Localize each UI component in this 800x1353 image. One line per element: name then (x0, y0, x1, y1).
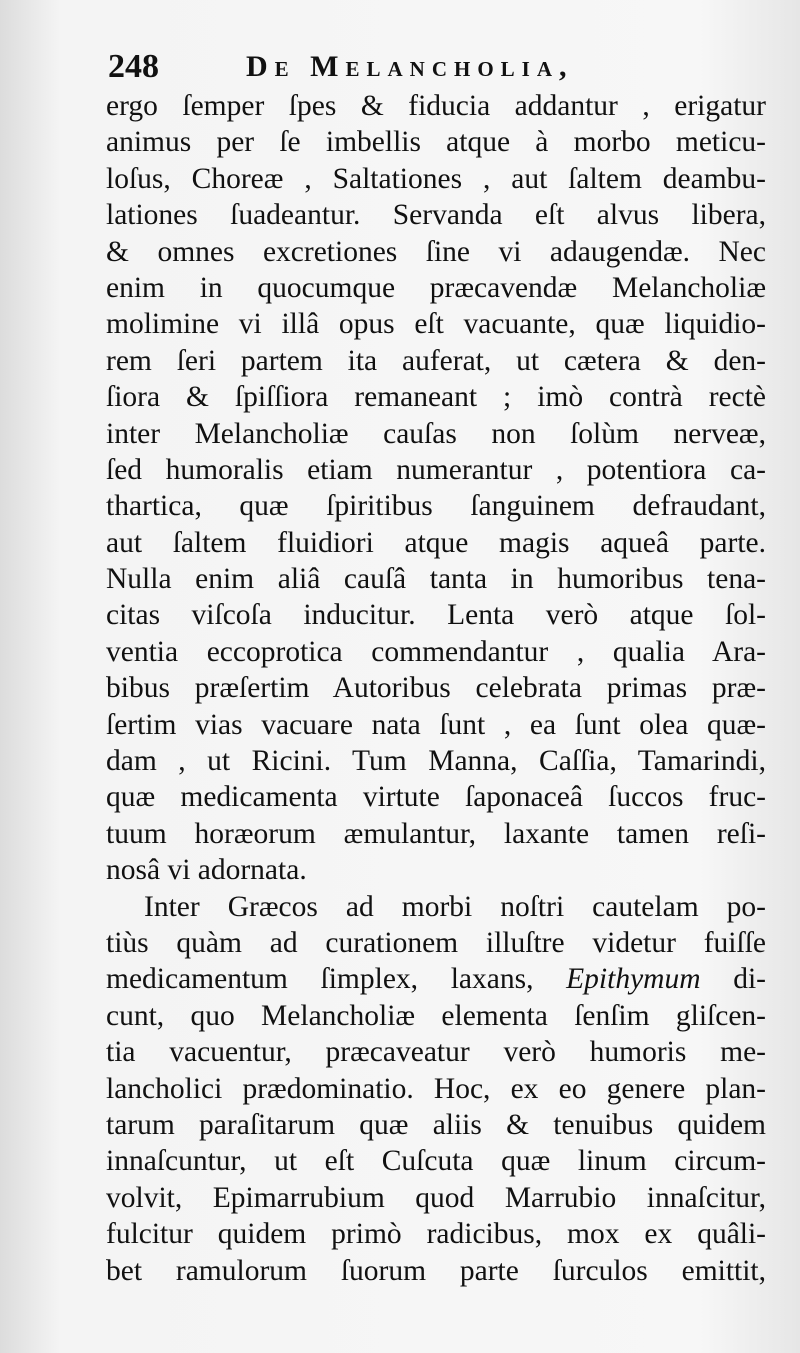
text-line: tiùs quàm ad curationem illuſtre videtur fuiſſe (106, 926, 766, 959)
text-line: tuum horæorum æmulantur, laxante tamen reſi- (106, 817, 766, 850)
text-line: thartica, quæ ſpiritibus ſanguinem defraudant, (106, 490, 766, 523)
text-line: citas viſcoſa inducitur. Lenta verò atque ſol- (106, 599, 766, 632)
text-line: tarum paraſitarum quæ aliis & tenuibus quidem (106, 1108, 766, 1141)
text-line: lancholici prædominatio. Hoc, ex eo genere plan- (106, 1072, 766, 1105)
text-line: fulcitur quidem primò radicibus, mox ex quâli- (106, 1218, 766, 1251)
text-line: innaſcuntur, ut eſt Cuſcuta quæ linum circum- (106, 1145, 766, 1178)
text-line: tia vacuentur, præcaveatur verò humoris me- (106, 1036, 766, 1069)
text-line: ſertim vias vacuare nata ſunt , ea ſunt olea quæ- (106, 708, 766, 741)
running-title: De Melancholia, (246, 50, 574, 83)
page-header (108, 42, 748, 92)
text-line: molimine vi illâ opus eſt vacuante, quæ liquidio- (106, 308, 766, 341)
text-line: quæ medicamenta virtute ſaponaceâ ſuccos fruc- (106, 781, 766, 814)
text-line: ergo ſemper ſpes & fiducia addantur , erigatur (106, 90, 766, 122)
page-number: 248 (108, 48, 159, 85)
text-line: Nulla enim aliâ cauſâ tanta in humoribus tena- (106, 563, 766, 596)
text-line: cunt, quo Melancholiæ elementa ſenſim gliſcen- (106, 999, 766, 1032)
text-line: lationes ſuadeantur. Servanda eſt alvus libera, (106, 199, 766, 232)
text-line: dam , ut Ricini. Tum Manna, Caſſia, Tamarindi, (106, 745, 766, 778)
text-fragment: di- (700, 963, 766, 996)
text-line: rem ſeri partem ita auferat, ut cætera & den- (106, 344, 766, 377)
text-line: enim in quocumque præcavendæ Melancholiæ (106, 271, 766, 304)
paragraph-1 (106, 88, 766, 889)
text-line: bibus præſertim Autoribus celebrata primas præ- (106, 672, 766, 705)
text-line: aut ſaltem fluidiori atque magis aqueâ parte. (106, 526, 766, 559)
text-line: animus per ſe imbellis atque à morbo meticu- (106, 126, 766, 159)
text-line: inter Melancholiæ cauſas non ſolùm nerveæ, (106, 417, 766, 450)
text-line: ſiora & ſpiſſiora remaneant ; imò contrà rectè (106, 381, 766, 414)
text-line: Inter Græcos ad morbi noſtri cautelam po- (144, 890, 766, 923)
text-fragment: medicamentum ſimplex, laxans, (106, 963, 567, 996)
text-line: ventia eccoprotica commendantur , qualia Ara- (106, 635, 766, 668)
text-line: & omnes excretiones ſine vi adaugendæ. Nec (106, 235, 766, 268)
text-line: loſus, Choreæ , Saltationes , aut ſaltem deambu- (106, 162, 766, 195)
text-line: bet ramulorum ſuorum parte ſurculos emittit, (106, 1254, 766, 1287)
italic-term: Epithymum (566, 963, 701, 996)
text-line: volvit, Epimarrubium quod Marrubio innaſcitur, (106, 1181, 766, 1214)
text-line: ſed humoralis etiam numerantur , potentiora ca- (106, 453, 766, 486)
text-line-with-italic (106, 961, 766, 997)
text-line: nosâ vi adornata. (106, 854, 307, 887)
body-text (106, 88, 766, 1289)
paragraph-2 (106, 889, 766, 1289)
